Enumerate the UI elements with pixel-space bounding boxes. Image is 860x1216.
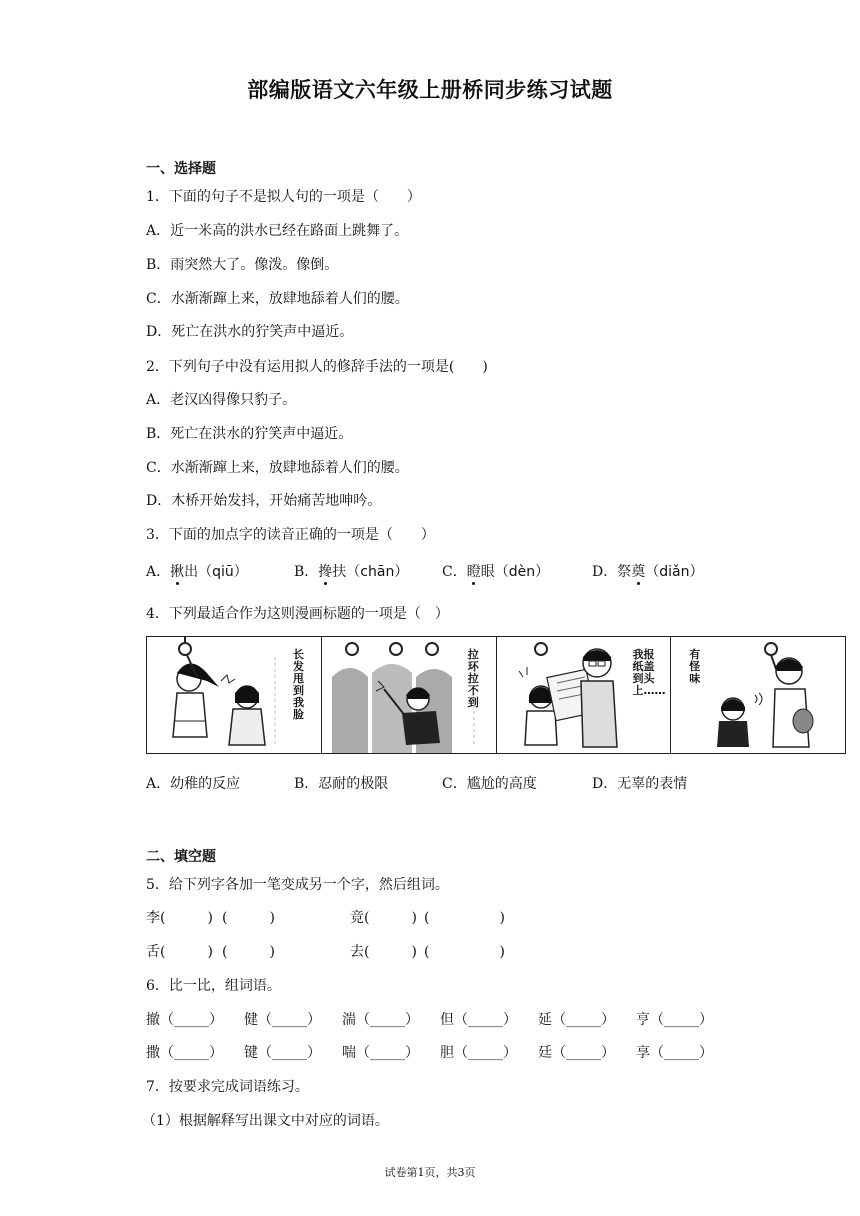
fill-blank[interactable]: ( ) — [424, 910, 505, 926]
question-4-option-a: A．幼稚的反应 — [146, 776, 241, 792]
option-text: 出（ — [184, 564, 213, 580]
question-6-stem: 6．比一比，组词语。 — [146, 978, 281, 994]
question-4-option-d: D．无辜的表情 — [592, 776, 688, 792]
comic-panel-3 — [497, 637, 672, 753]
question-4-option-b: B．忍耐的极限 — [294, 776, 389, 792]
question-7-stem: 7．按要求完成词语练习。 — [146, 1079, 309, 1095]
fill-char: 竞 — [350, 910, 364, 926]
pinyin: qiū — [212, 564, 234, 580]
question-1-option-a: A．近一米高的洪水已经在路面上跳舞了。 — [146, 223, 409, 239]
page-footer: 试卷第1页，共3页 — [384, 1166, 476, 1179]
comic-panel-2 — [322, 637, 497, 753]
fill-blank[interactable]: ( ) — [160, 910, 213, 926]
option-text: 眼（ — [480, 564, 509, 580]
comic-caption-4: 有怪味 — [689, 648, 701, 685]
comic-caption-2: 拉环拉不到 — [467, 648, 479, 709]
fill-blank[interactable]: ( ) — [364, 910, 417, 926]
dotted-char: 瞪 — [466, 564, 481, 580]
option-label: C． — [442, 564, 467, 580]
question-3-options — [146, 561, 746, 581]
pinyin: dèn — [508, 564, 536, 580]
word-pair-blank[interactable]: 享（_____） — [636, 1045, 713, 1061]
word-pair-blank[interactable]: 湍（_____） — [342, 1012, 419, 1028]
question-3-option-d — [592, 561, 703, 581]
comic-caption-3: 我报纸盖到头上…… — [632, 648, 666, 697]
dotted-char: 搀 — [318, 564, 333, 580]
comic-strip — [146, 636, 846, 754]
word-pair-blank[interactable]: 键（_____） — [244, 1045, 321, 1061]
word-pair-blank[interactable]: 喘（_____） — [342, 1045, 419, 1061]
question-2-option-c: C．水渐渐蹿上来，放肆地舔着人们的腰。 — [146, 460, 409, 476]
fill-blank[interactable]: ( ) — [222, 944, 275, 960]
fill-blank[interactable]: ( ) — [424, 944, 505, 960]
question-6-row-2 — [146, 1042, 746, 1062]
pinyin: diǎn — [659, 564, 690, 580]
question-2-option-d: D．木桥开始发抖，开始痛苦地呻吟。 — [146, 493, 382, 509]
fill-blank[interactable]: ( ) — [222, 910, 275, 926]
word-pair-blank[interactable]: 延（_____） — [538, 1012, 615, 1028]
question-3-option-a — [146, 561, 248, 581]
question-1-stem: 1．下面的句子不是拟人句的一项是（ ） — [146, 189, 421, 205]
option-label: D． — [592, 564, 618, 580]
word-pair-blank[interactable]: 胆（_____） — [440, 1045, 517, 1061]
question-5-row-1 — [146, 907, 746, 927]
dotted-char: 奠 — [631, 564, 646, 580]
option-text: ） — [394, 564, 409, 580]
question-4-option-c: C．尴尬的高度 — [442, 776, 537, 792]
question-4-stem: 4．下列最适合作为这则漫画标题的一项是（ ） — [146, 606, 449, 622]
word-pair-blank[interactable]: 但（_____） — [440, 1012, 517, 1028]
page-title: 部编版语文六年级上册桥同步练习试题 — [247, 78, 613, 102]
fill-char: 去 — [350, 944, 364, 960]
comic-caption-1: 长发甩到我脸 — [293, 648, 304, 721]
question-3-option-c — [442, 561, 549, 581]
section-heading-fill: 二、填空题 — [146, 849, 216, 865]
word-pair-blank[interactable]: 撒（_____） — [146, 1045, 223, 1061]
dotted-char: 揪 — [170, 564, 185, 580]
word-pair-blank[interactable]: 廷（_____） — [538, 1045, 615, 1061]
question-1-option-d: D．死亡在洪水的狞笑声中逼近。 — [146, 324, 354, 340]
option-text: ） — [689, 564, 704, 580]
option-label: A． — [146, 564, 171, 580]
option-text: 扶（ — [332, 564, 361, 580]
question-2-option-a: A．老汉凶得像只豹子。 — [146, 392, 297, 408]
option-text: ） — [535, 564, 550, 580]
option-text: 祭 — [617, 564, 632, 580]
question-5-row-2 — [146, 941, 746, 961]
fill-blank[interactable]: ( ) — [160, 944, 213, 960]
question-1-option-c: C．水渐渐蹿上来，放肆地舔着人们的腰。 — [146, 291, 409, 307]
word-pair-blank[interactable]: 亨（_____） — [636, 1012, 713, 1028]
comic-panel-1 — [147, 637, 322, 753]
option-label: B． — [294, 564, 319, 580]
section-heading-choice: 一、选择题 — [146, 161, 216, 177]
word-pair-blank[interactable]: 撤（_____） — [146, 1012, 223, 1028]
question-7-sub-1: （1）根据解释写出课文中对应的词语。 — [142, 1113, 389, 1129]
question-4-options — [146, 773, 746, 793]
question-3-stem: 3．下面的加点字的读音正确的一项是（ ） — [146, 527, 435, 543]
fill-char: 李 — [146, 910, 160, 926]
comic-panel-4 — [671, 637, 845, 753]
option-text: （ — [645, 564, 660, 580]
option-text: ） — [233, 564, 248, 580]
question-5-stem: 5．给下列字各加一笔变成另一个字，然后组词。 — [146, 877, 449, 893]
fill-blank[interactable]: ( ) — [364, 944, 417, 960]
question-2-stem: 2．下列句子中没有运用拟人的修辞手法的一项是( ) — [146, 359, 488, 375]
question-2-option-b: B．死亡在洪水的狞笑声中逼近。 — [146, 426, 353, 442]
question-1-option-b: B．雨突然大了。像泼。像倒。 — [146, 257, 339, 273]
question-3-option-b — [294, 561, 408, 581]
pinyin: chān — [360, 564, 395, 580]
word-pair-blank[interactable]: 健（_____） — [244, 1012, 321, 1028]
fill-char: 舌 — [146, 944, 160, 960]
question-6-row-1 — [146, 1009, 746, 1029]
